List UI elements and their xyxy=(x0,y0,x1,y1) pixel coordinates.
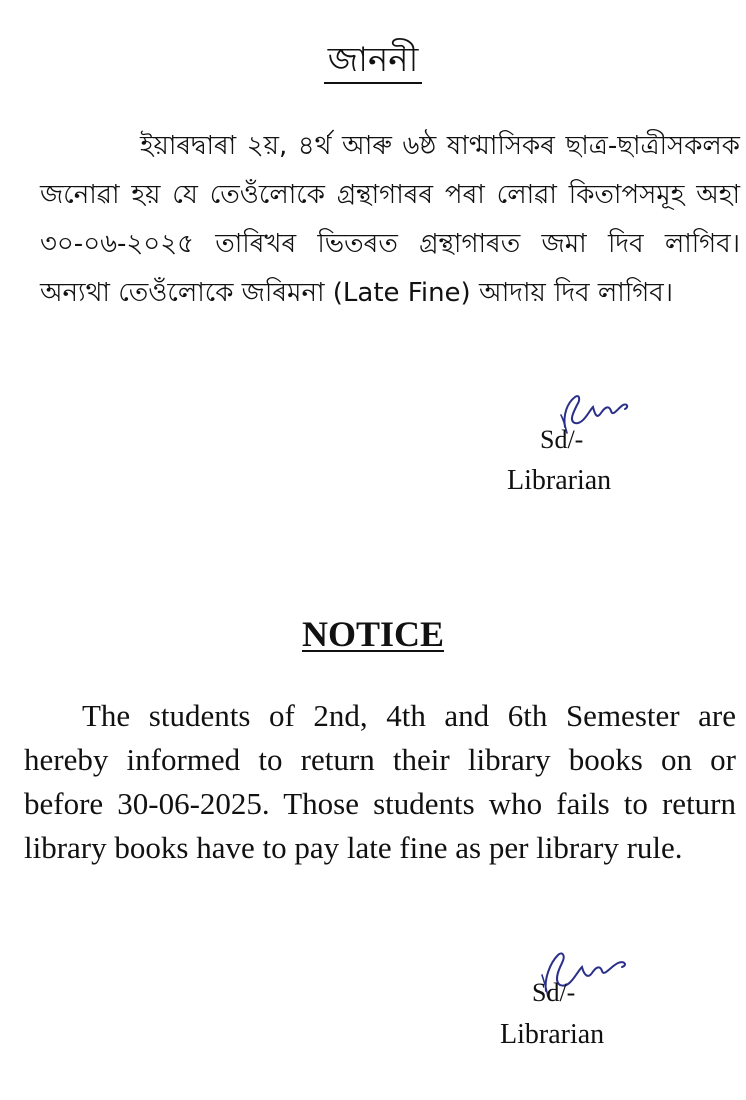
assamese-notice-title: জাননী xyxy=(0,38,746,82)
english-signature-block xyxy=(498,945,648,1055)
english-notice-body: The students of 2nd, 4th and 6th Semester are hereby informed to return their library books on or before 30-06-2025. Those students who fails to return library books have to pay late fine as per library rule. xyxy=(24,698,736,865)
english-notice-title: NOTICE xyxy=(301,614,445,654)
assamese-signature-role: Librarian xyxy=(507,465,612,496)
assamese-notice-body: ইয়াৰদ্বাৰা ২য়, ৪ৰ্থ আৰু ৬ষ্ঠ ষাণ্মাসিকৰ ছাত্ৰ-ছাত্ৰীসকলক জনোৱা হয় যে তেওঁলোকে গ্ৰন্থাগাৰৰ পৰা লোৱা কিতাপসমূহ অহা ৩০-০৬-২০২৫ তাৰিখৰ ভিতৰত গ্ৰন্থাগাৰত জমা দিব লাগিব। অন্যথা তেওঁলোকে জৰিমনা (Late Fine) আদায় দিব লাগিব। xyxy=(40,131,740,308)
assamese-signature-block xyxy=(505,385,645,495)
english-signature-sd: Sd/- xyxy=(532,978,576,1007)
assamese-signature-sd: Sd/- xyxy=(540,425,584,454)
english-signature-role: Librarian xyxy=(500,1019,605,1050)
